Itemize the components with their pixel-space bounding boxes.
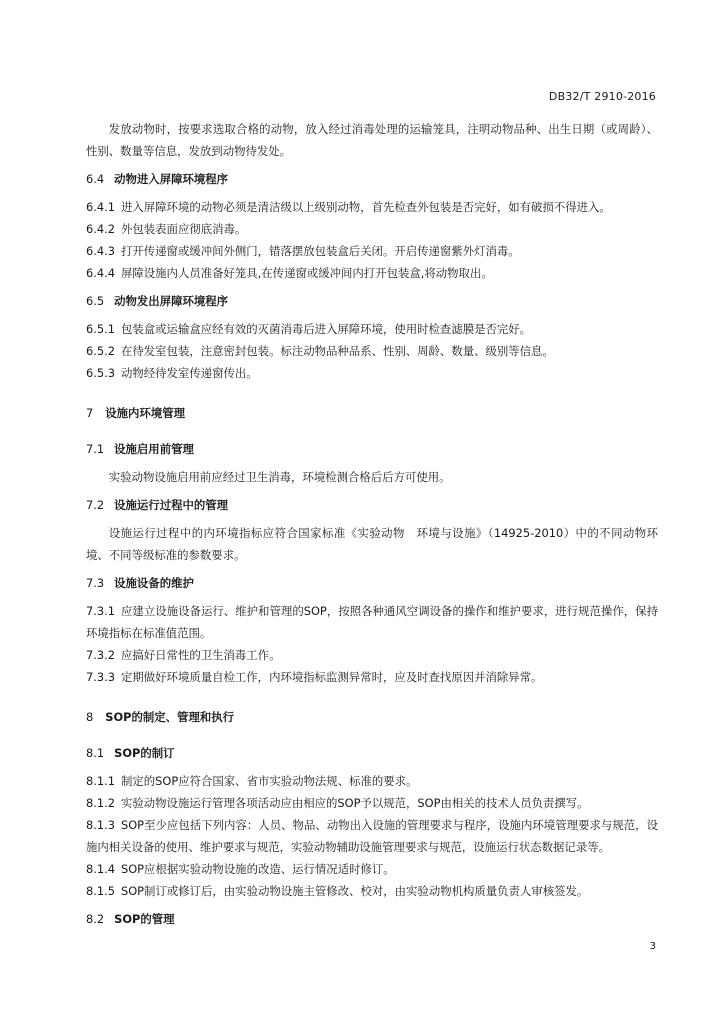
clause-8-1-3 [86, 814, 658, 858]
chapter-number: 7 [86, 406, 94, 420]
chapter-title: SOP的制定、管理和执行 [105, 710, 235, 724]
clause-8-1-2 [86, 792, 658, 814]
clause-7-3-2 [86, 644, 658, 666]
clause-7-3-1 [86, 600, 658, 644]
document-code: DB32/T 2910-2016 [548, 90, 656, 103]
section-heading-7-3 [86, 572, 658, 594]
clause-6-4-1 [86, 196, 658, 218]
section-title: 设施运行过程中的管理 [114, 498, 229, 512]
clause-text: 应搞好日常性的卫生消毒工作。 [120, 648, 281, 662]
clause-6-4-4 [86, 262, 658, 284]
clause-text: 包装盒或运输盒应经有效的灭菌消毒后进入屏障环境，使用时检查滤膜是否完好。 [120, 322, 532, 336]
clause-text: 应建立设施设备运行、维护和管理的SOP，按照各种通风空调设备的操作和维护要求，进行规范操作，保持环境指标在标准值范围。 [86, 604, 658, 640]
section-number: 6.4 [86, 172, 105, 186]
section-title: SOP的制订 [114, 746, 175, 760]
clause-6-4-2 [86, 218, 658, 240]
clause-8-1-1 [86, 770, 658, 792]
clause-number: 8.1.1 [86, 774, 115, 788]
paragraph: 实验动物设施启用前应经过卫生消毒，环境检测合格后后方可使用。 [108, 470, 451, 484]
clause-number: 6.4.2 [86, 222, 115, 236]
clause-number: 6.4.4 [86, 266, 115, 280]
section-heading-7-2 [86, 494, 658, 516]
clause-number: 6.5.3 [86, 366, 115, 380]
clause-number: 7.3.2 [86, 648, 115, 662]
clause-8-1-4 [86, 858, 658, 880]
chapter-number: 8 [86, 710, 94, 724]
section-number: 8.2 [86, 912, 105, 926]
page-number: 3 [649, 941, 656, 952]
clause-number: 7.3.1 [86, 604, 115, 618]
clause-number: 7.3.3 [86, 670, 115, 684]
clause-6-5-1 [86, 318, 658, 340]
section-title: 动物发出屏障环境程序 [114, 294, 229, 308]
clause-text: 屏障设施内人员准备好笼具,在传递窗或缓冲间内打开包装盒,将动物取出。 [120, 266, 493, 280]
section-title: SOP的管理 [114, 912, 175, 926]
clause-8-1-5 [86, 880, 658, 902]
clause-number: 6.4.1 [86, 200, 115, 214]
section-number: 7.2 [86, 498, 105, 512]
section-number: 7.3 [86, 576, 105, 590]
chapter-title: 设施内环境管理 [105, 406, 185, 420]
clause-number: 8.1.2 [86, 796, 115, 810]
clause-text: 外包装表面应彻底消毒。 [120, 222, 247, 236]
clause-number: 6.5.2 [86, 344, 115, 358]
paragraph: 设施运行过程中的内环境指标应符合国家标准《实验动物 环境与设施》（14925-2010）中的不同动物环境、不同等级标准的参数要求。 [86, 526, 658, 562]
section-heading-6-5 [86, 290, 658, 312]
clause-text: 打开传递窗或缓冲间外侧门，错落摆放包装盒后关闭。开启传递窗紫外灯消毒。 [120, 244, 520, 258]
clause-7-3-3 [86, 666, 658, 688]
clause-text: SOP制订或修订后，由实验动物设施主管修改、校对，由实验动物机构质量负责人审核签发。 [120, 884, 589, 898]
clause-number: 6.5.1 [86, 322, 115, 336]
clause-6-4-3 [86, 240, 658, 262]
clause-text: 在待发室包装，注意密封包装。标注动物品种品系、性别、周龄、数量、级别等信息。 [120, 344, 554, 358]
clause-number: 8.1.4 [86, 862, 115, 876]
paragraph: 发放动物时，按要求选取合格的动物，放入经过消毒处理的运输笼具，注明动物品种、出生日期（或周龄）、性别、数量等信息，发放到动物待发处。 [86, 122, 658, 158]
clause-number: 6.4.3 [86, 244, 115, 258]
clause-text: SOP应根据实验动物设施的改造、运行情况适时修订。 [120, 862, 395, 876]
clause-number: 8.1.5 [86, 884, 115, 898]
document-body [86, 118, 658, 930]
chapter-heading-8 [86, 706, 658, 728]
clause-text: 进入屏障环境的动物必须是清洁级以上级别动物，首先检查外包装是否完好，如有破损不得进入。 [120, 200, 611, 214]
section-title: 动物进入屏障环境程序 [114, 172, 229, 186]
clause-text: 制定的SOP应符合国家、省市实验动物法规、标准的要求。 [120, 774, 418, 788]
clause-6-5-3 [86, 362, 658, 384]
section-heading-8-1 [86, 742, 658, 764]
section-number: 7.1 [86, 442, 105, 456]
section-title: 设施设备的维护 [114, 576, 194, 590]
section-heading-6-4 [86, 168, 658, 190]
clause-text: 动物经待发室传递窗传出。 [120, 366, 258, 380]
section-heading-7-1 [86, 438, 658, 460]
section-heading-8-2 [86, 908, 658, 930]
chapter-heading-7 [86, 402, 658, 424]
clause-text: SOP至少应包括下列内容：人员、物品、动物出入设施的管理要求与程序，设施内环境管理要求与规范，设施内相关设备的使用、维护要求与规范，实验动物辅助设施管理要求与规范，设施运行状态数据记录等。 [86, 818, 658, 854]
section-number: 6.5 [86, 294, 105, 308]
section-number: 8.1 [86, 746, 105, 760]
clause-text: 实验动物设施运行管理各项活动应由相应的SOP予以规范，SOP由相关的技术人员负责撰写。 [120, 796, 589, 810]
clause-6-5-2 [86, 340, 658, 362]
clause-number: 8.1.3 [86, 818, 115, 832]
section-title: 设施启用前管理 [114, 442, 194, 456]
clause-text: 定期做好环境质量自检工作，内环境指标监测异常时，应及时查找原因并消除异常。 [120, 670, 543, 684]
